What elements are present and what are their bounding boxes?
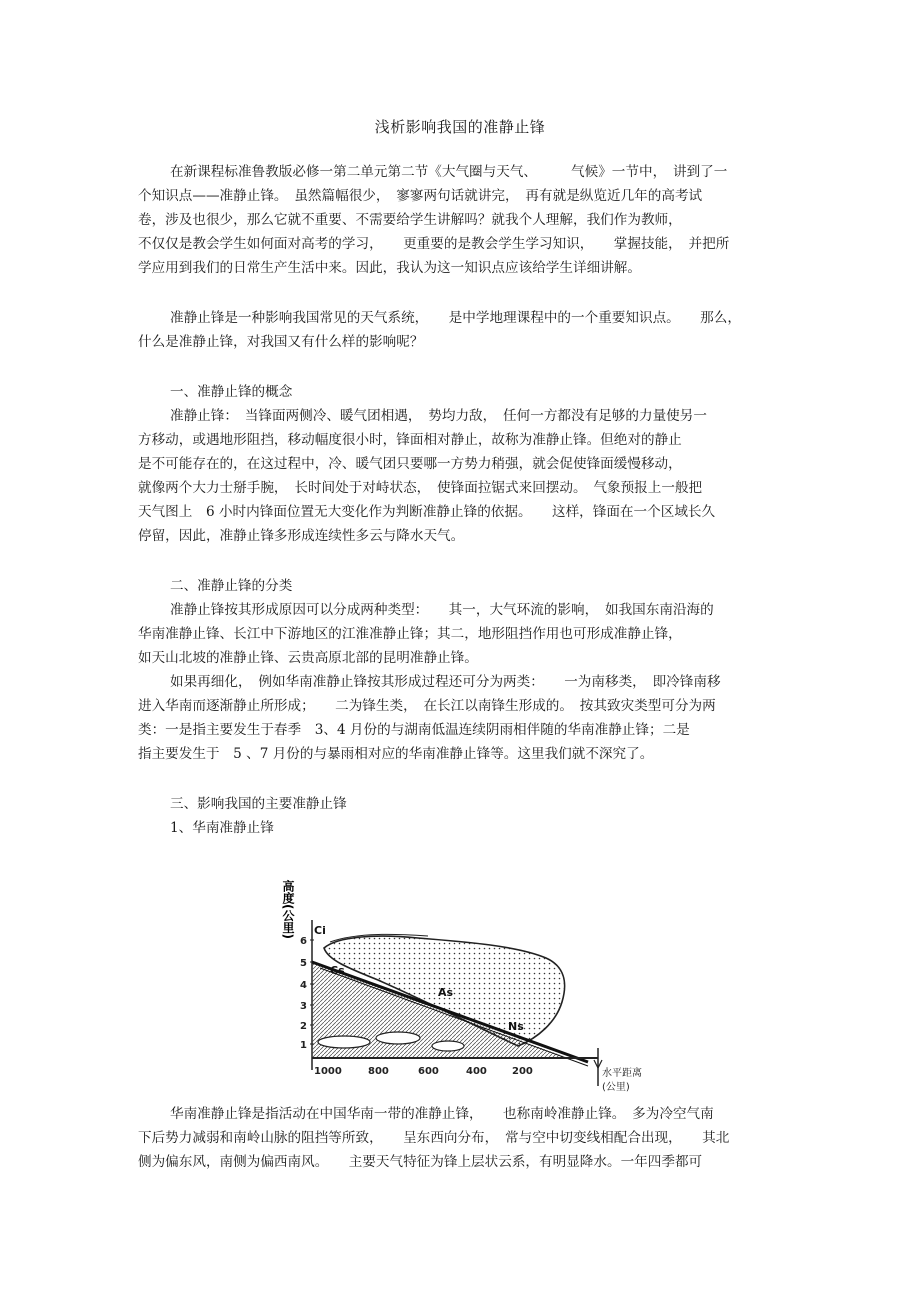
y-tick: 3 [300,1001,307,1012]
paragraph-line: 不仅仅是教会学生如何面对高考的学习， 更重要的是教会学生学习知识， 掌握技能， 并把所 [138,236,730,252]
subsection-heading-huanan: 1、华南准静止锋 [170,820,274,836]
front-cross-section-figure [268,862,658,1094]
paragraph-line: 什么是准静止锋，对我国又有什么样的影响呢？ [138,334,424,350]
y-tick: 1 [300,1040,307,1051]
y-axis-label [281,879,295,939]
paragraph-line: 下后势力减弱和南岭山脉的阻挡等所致， 呈东西向分布， 常与空中切变线相配合出现， 其北 [138,1130,730,1146]
section-heading-main-fronts: 三、影响我国的主要准静止锋 [170,796,347,812]
paragraph-line: 准静止锋： 当锋面两侧冷、暖气团相遇， 势均力敌， 任何一方都没有足够的力量使另一 [170,408,707,424]
x-tick: 400 [466,1066,487,1077]
x-axis-label: 水平距离 [602,1068,642,1079]
paragraph-line: 如果再细化， 例如华南准静止锋按其形成过程还可分为两类： 一为南移类， 即冷锋南移 [170,674,721,690]
cloud-label-ns: Ns [508,1020,524,1033]
document-title: 浅析影响我国的准静止锋 [374,118,546,136]
y-tick: 2 [300,1021,307,1032]
paragraph-line: 准静止锋按其形成原因可以分成两种类型： 其一，大气环流的影响， 如我国东南沿海的 [170,602,714,618]
front-diagram [268,862,658,1094]
cloud-label-as: As [438,986,454,999]
paragraph-line: 个知识点——准静止锋。 虽然篇幅很少， 寥寥两句话就讲完， 再有就是纵览近几年的高考试 [138,188,703,204]
paragraph-line: 指主要发生于 5 、7 月份的与暴雨相对应的华南准静止锋等。这里我们就不深究了。 [138,746,654,762]
paragraph-line: 天气图上 6 小时内锋面位置无大变化作为判断准静止锋的依据。 这样，锋面在一个区域长久 [138,504,716,520]
paragraph-line: 在新课程标准鲁教版必修一第二单元第二节《大气圈与天气、 气候》一节中， 讲到了一 [170,164,728,180]
paragraph-line: 卷，涉及也很少，那么它就不重要、不需要给学生讲解吗？就我个人理解，我们作为教师， [138,212,682,228]
paragraph-line: 方移动，或遇地形阻挡，移动幅度很小时，锋面相对静止，故称为准静止锋。但绝对的静止 [138,432,682,448]
paragraph-line: 停留，因此，准静止锋多形成连续性多云与降水天气。 [138,528,465,544]
x-tick: 800 [368,1066,389,1077]
low-cloud [376,1032,420,1044]
low-cloud [432,1041,464,1051]
paragraph-line: 就像两个大力士掰手腕， 长时间处于对峙状态， 使锋面拉锯式来回摆动。 气象预报上一般把 [138,480,703,496]
paragraph-line: 侧为偏东风，南侧为偏西南风。 主要天气特征为锋上层状云系，有明显降水。一年四季都可 [138,1154,703,1170]
y-tick: 4 [300,980,307,991]
cloud-label-ci: Ci [314,924,326,937]
paragraph-line: 华南准静止锋是指活动在中国华南一带的准静止锋， 也称南岭准静止锋。 多为冷空气南 [170,1106,714,1122]
x-axis-unit: (公里) [602,1082,630,1093]
section-heading-concept: 一、准静止锋的概念 [170,384,293,400]
paragraph-line: 华南准静止锋、长江中下游地区的江淮准静止锋；其二，地形阻挡作用也可形成准静止锋， [138,626,682,642]
x-tick: 200 [512,1066,533,1077]
x-tick: 600 [418,1066,439,1077]
paragraph-line: 如天山北坡的准静止锋、云贵高原北部的昆明准静止锋。 [138,650,478,666]
low-cloud [318,1036,370,1048]
paragraph-line: 是不可能存在的，在这过程中，冷、暖气团只要哪一方势力稍强，就会促使锋面缓慢移动， [138,456,682,472]
cloud-label-cs: Cs [330,964,345,977]
y-tick: 5 [300,958,307,969]
y-axis-label-text: 高度(公里) [281,880,295,939]
x-tick: 1000 [314,1066,342,1077]
paragraph-line: 学应用到我们的日常生产生活中来。因此，我认为这一知识点应该给学生详细讲解。 [138,260,641,276]
section-heading-classification: 二、准静止锋的分类 [170,578,293,594]
paragraph-line: 进入华南而逐渐静止所形成； 二为锋生类， 在长江以南锋生形成的。 按其致灾类型可分为两 [138,698,716,714]
paragraph-line: 类：一是指主要发生于春季 3、4 月份的与湖南低温连续阴雨相伴随的华南准静止锋；二是 [138,722,690,738]
paragraph-line: 准静止锋是一种影响我国常见的天气系统， 是中学地理课程中的一个重要知识点。 那么， [170,310,741,326]
y-tick: 6 [300,936,307,947]
